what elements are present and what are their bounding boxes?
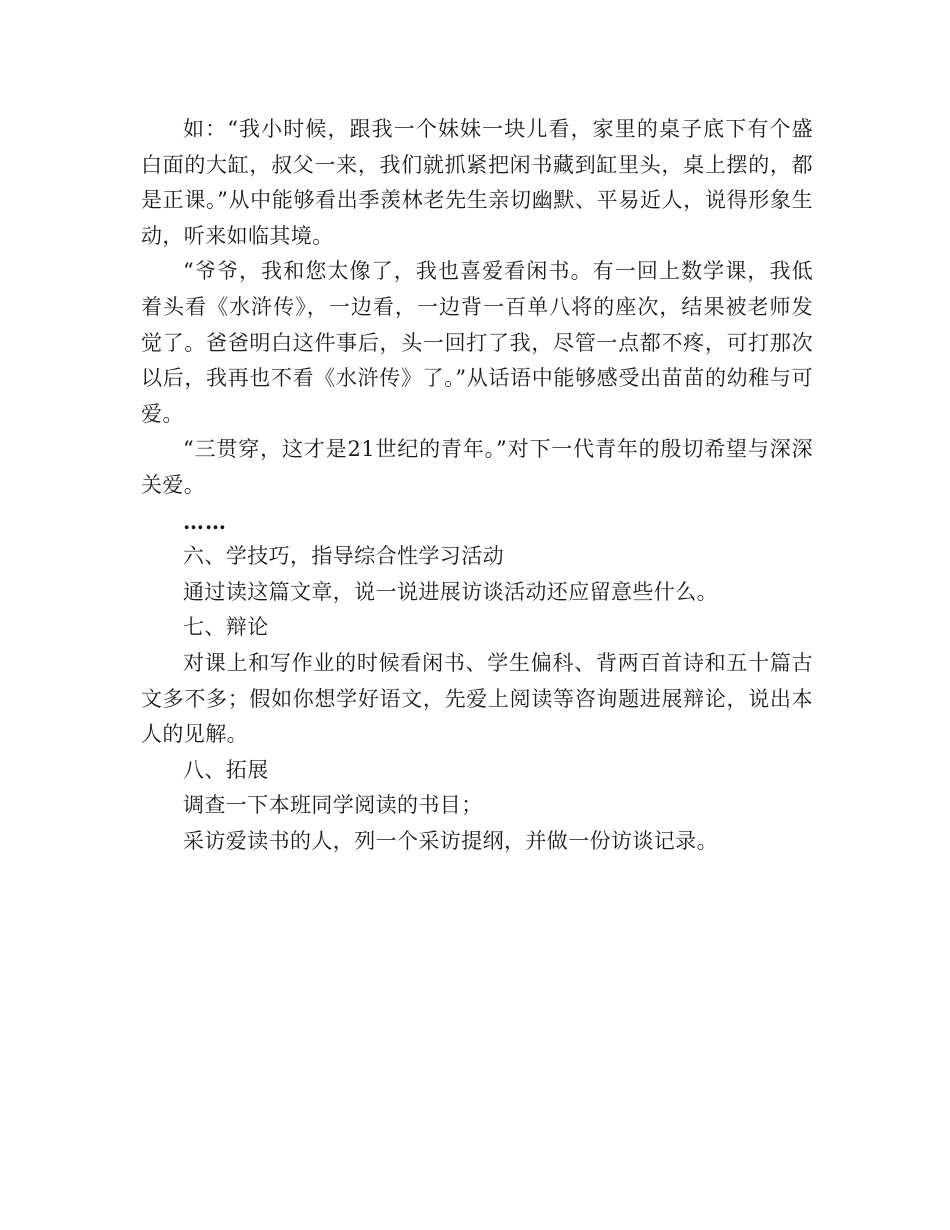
section-heading-eight: 八、拓展 — [183, 757, 269, 782]
paragraph-century-youth-quote: “三贯穿，这才是21世纪的青年。”对下一代青年的殷切希望与深深关爱。 — [141, 437, 813, 497]
section-heading-seven: 七、辩论 — [183, 615, 269, 640]
paragraph-jixianlin-quote: 如：“我小时候，跟我一个妹妹一块儿看，家里的桌子底下有个盛白面的大缸，叔父一来，我们就抓紧把闲书藏到缸里头，桌上摆的，都是正课。”从中能够看出季羡林老先生亲切幽默、平易近人，说得形象生动，听来如临其境。 — [141, 117, 813, 248]
paragraph-debate-topics: 对课上和写作业的时候看闲书、学生偏科、背两百首诗和五十篇古文多不多；假如你想学好语文，先爱上阅读等咨询题进展辩论，说出本人的见解。 — [141, 650, 813, 747]
paragraph-interview-tips: 通过读这篇文章，说一说进展访谈活动还应留意些什么。 — [183, 579, 718, 604]
paragraph-survey-task: 调查一下本班同学阅读的书目； — [183, 793, 483, 818]
section-heading-six: 六、学技巧，指导综合性学习活动 — [183, 544, 504, 569]
ellipsis-line: …… — [183, 508, 227, 534]
document-body — [141, 112, 813, 859]
paragraph-interview-task: 采访爱读书的人，列一个采访提纲，并做一份访谈记录。 — [183, 828, 718, 853]
paragraph-miaomiao-quote: “爷爷，我和您太像了，我也喜爱看闲书。有一回上数学课，我低着头看《水浒传》，一边看，一边背一百单八将的座次，结果被老师发觉了。爸爸明白这件事后，头一回打了我，尽管一点都不疼，可打那次以后，我再也不看《水浒传》了。”从话语中能够感受出苗苗的幼稚与可爱。 — [141, 259, 813, 426]
